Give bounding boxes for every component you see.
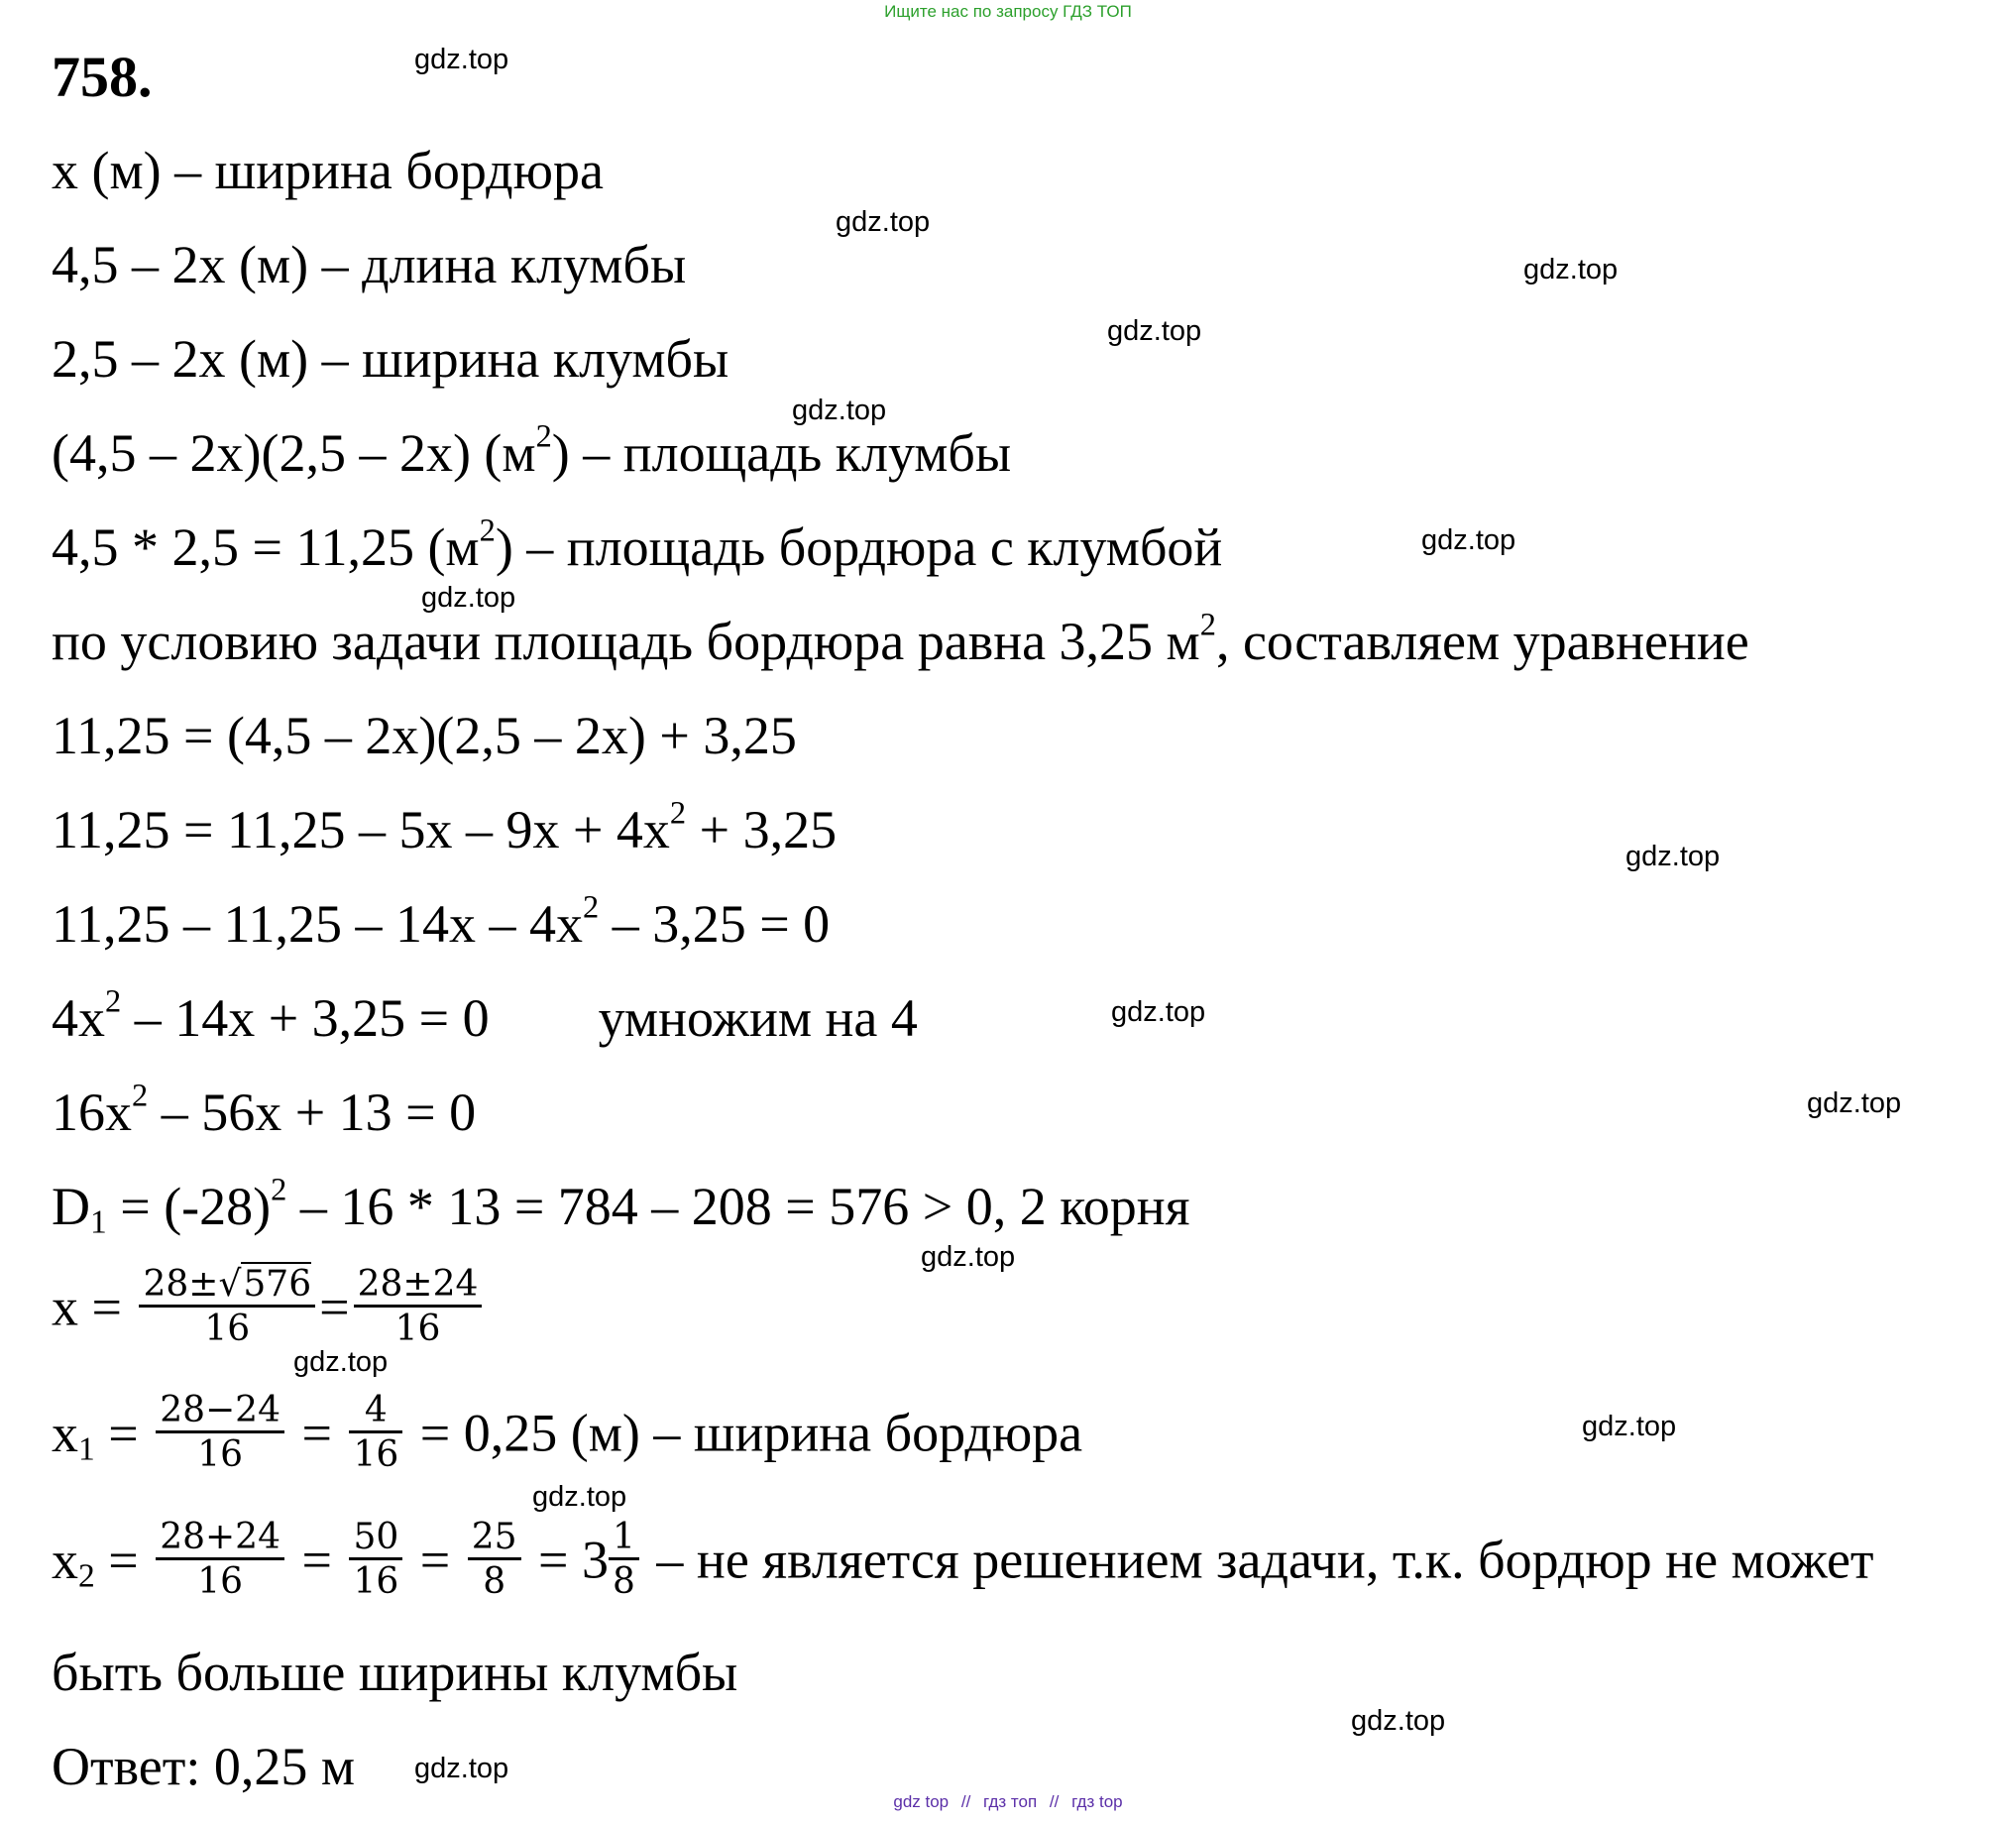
numerator: 50	[349, 1520, 402, 1560]
fraction	[156, 1390, 284, 1475]
text: 4x	[52, 988, 105, 1048]
text: – 3,25 = 0	[599, 894, 831, 954]
solution-line-14	[52, 1390, 1083, 1475]
watermark: gdz.top	[836, 206, 931, 238]
text: x	[52, 1530, 78, 1590]
watermark: gdz.top	[1523, 254, 1619, 285]
text: x =	[52, 1277, 136, 1337]
denominator: 16	[197, 1434, 243, 1475]
fraction	[354, 1264, 483, 1349]
watermark: gdz.top	[414, 1753, 509, 1784]
subscript: 1	[78, 1429, 95, 1467]
numerator: 28−24	[156, 1393, 284, 1433]
solution-line-5	[52, 513, 1223, 577]
watermark: gdz.top	[1625, 841, 1721, 872]
footer-separator: //	[1049, 1792, 1060, 1811]
note: умножим на 4	[598, 988, 918, 1048]
text: – 14x + 3,25 = 0	[121, 988, 490, 1048]
solution-line-13	[52, 1264, 486, 1349]
text: – 16 * 13 = 784 – 208 = 576 > 0, 2 корня	[286, 1177, 1190, 1236]
numerator: 1	[609, 1520, 639, 1560]
watermark: gdz.top	[792, 395, 887, 426]
text: ) – площадь клумбы	[551, 423, 1012, 483]
superscript: 2	[1199, 607, 1216, 643]
text: = (-28)	[106, 1177, 272, 1236]
fraction	[139, 1264, 315, 1349]
numerator: 25	[468, 1520, 521, 1560]
top-banner: Ищите нас по запросу ГДЗ ТОП	[884, 2, 1132, 21]
watermark: gdz.top	[532, 1481, 627, 1513]
footer-part: гдз топ	[983, 1792, 1038, 1811]
text: , составляем уравнение	[1215, 612, 1749, 671]
text: x	[52, 1403, 78, 1463]
superscript: 2	[271, 1172, 287, 1208]
superscript: 2	[105, 983, 122, 1020]
denominator: 16	[394, 1309, 441, 1349]
text: =	[94, 1530, 153, 1590]
solution-line-7: 11,25 = (4,5 – 2x)(2,5 – 2x) + 3,25	[52, 706, 797, 765]
text: = 0,25 (м) – ширина бордюра	[406, 1403, 1083, 1463]
fraction	[349, 1390, 402, 1475]
text: 11,25 – 11,25 – 14x – 4x	[52, 894, 583, 954]
watermark: gdz.top	[1351, 1705, 1446, 1737]
denominator: 16	[204, 1309, 251, 1349]
solution-line-12	[52, 1172, 1190, 1241]
text: 11,25 = 11,25 – 5x – 9x + 4x	[52, 800, 670, 859]
numerator: 28+24	[156, 1520, 284, 1560]
fraction	[609, 1517, 639, 1602]
text: ) – площадь бордюра с клумбой	[495, 517, 1223, 577]
subscript: 2	[78, 1556, 95, 1594]
watermark: gdz.top	[1107, 315, 1202, 347]
numerator-text: 28±	[143, 1264, 219, 1305]
watermark: gdz.top	[293, 1346, 389, 1378]
watermark: gdz.top	[1582, 1411, 1677, 1442]
text: =	[94, 1403, 153, 1463]
text: – 56x + 13 = 0	[148, 1083, 477, 1142]
superscript: 2	[535, 418, 552, 455]
denominator: 8	[613, 1561, 635, 1602]
equals: =	[406, 1530, 464, 1590]
superscript: 2	[669, 795, 687, 832]
lhs	[52, 1403, 153, 1467]
solution-line-10	[52, 983, 918, 1048]
solution-line-9	[52, 889, 831, 954]
solution-line-3: 2,5 – 2x (м) – ширина клумбы	[52, 329, 729, 389]
sqrt-sign: √	[218, 1264, 242, 1305]
equals: =	[287, 1530, 346, 1590]
denominator: 16	[197, 1561, 243, 1602]
numerator: 28±24	[354, 1267, 483, 1308]
superscript: 2	[132, 1078, 149, 1114]
watermark: gdz.top	[1111, 996, 1206, 1028]
solution-line-4	[52, 418, 1012, 483]
text: по условию задачи площадь бордюра равна 3,25 м	[52, 612, 1200, 671]
footer	[0, 1792, 2016, 1812]
mixed-whole: = 3	[524, 1530, 610, 1590]
subscript: 1	[90, 1203, 107, 1241]
denominator: 16	[353, 1561, 399, 1602]
fraction	[468, 1517, 521, 1602]
equals: =	[319, 1277, 350, 1337]
text: D	[52, 1177, 90, 1236]
radicand: 576	[243, 1264, 312, 1305]
text: 4,5 * 2,5 = 11,25 (м	[52, 517, 480, 577]
solution-line-16: быть больше ширины клумбы	[52, 1643, 738, 1702]
denominator: 8	[483, 1561, 506, 1602]
problem-number: 758.	[52, 45, 153, 109]
fraction	[156, 1517, 284, 1602]
text: 16x	[52, 1083, 132, 1142]
superscript: 2	[479, 513, 496, 549]
answer-line: Ответ: 0,25 м	[52, 1737, 356, 1796]
solution-line-8	[52, 795, 838, 859]
solution-line-2: 4,5 – 2x (м) – длина клумбы	[52, 235, 687, 294]
text: + 3,25	[686, 800, 838, 859]
watermark: gdz.top	[414, 44, 509, 75]
solution-line-15	[52, 1517, 1874, 1602]
solution-line-11	[52, 1078, 477, 1142]
watermark: gdz.top	[1421, 524, 1516, 556]
superscript: 2	[583, 889, 600, 926]
text: – не является решением задачи, т.к. бордюр не может	[642, 1530, 1874, 1590]
numerator: 4	[349, 1393, 402, 1433]
numerator	[139, 1264, 315, 1308]
solution-line-6	[52, 607, 1749, 671]
solution-line-1: x (м) – ширина бордюра	[52, 141, 604, 200]
lhs	[52, 1530, 153, 1594]
equals: =	[287, 1403, 346, 1463]
footer-part: gdz top	[893, 1792, 950, 1811]
watermark: gdz.top	[421, 582, 516, 614]
text: (4,5 – 2x)(2,5 – 2x) (м	[52, 423, 536, 483]
fraction	[349, 1517, 402, 1602]
watermark: gdz.top	[1807, 1087, 1902, 1119]
denominator: 16	[353, 1434, 399, 1475]
footer-separator: //	[960, 1792, 971, 1811]
footer-part: гдз top	[1071, 1792, 1123, 1811]
watermark: gdz.top	[921, 1241, 1016, 1273]
